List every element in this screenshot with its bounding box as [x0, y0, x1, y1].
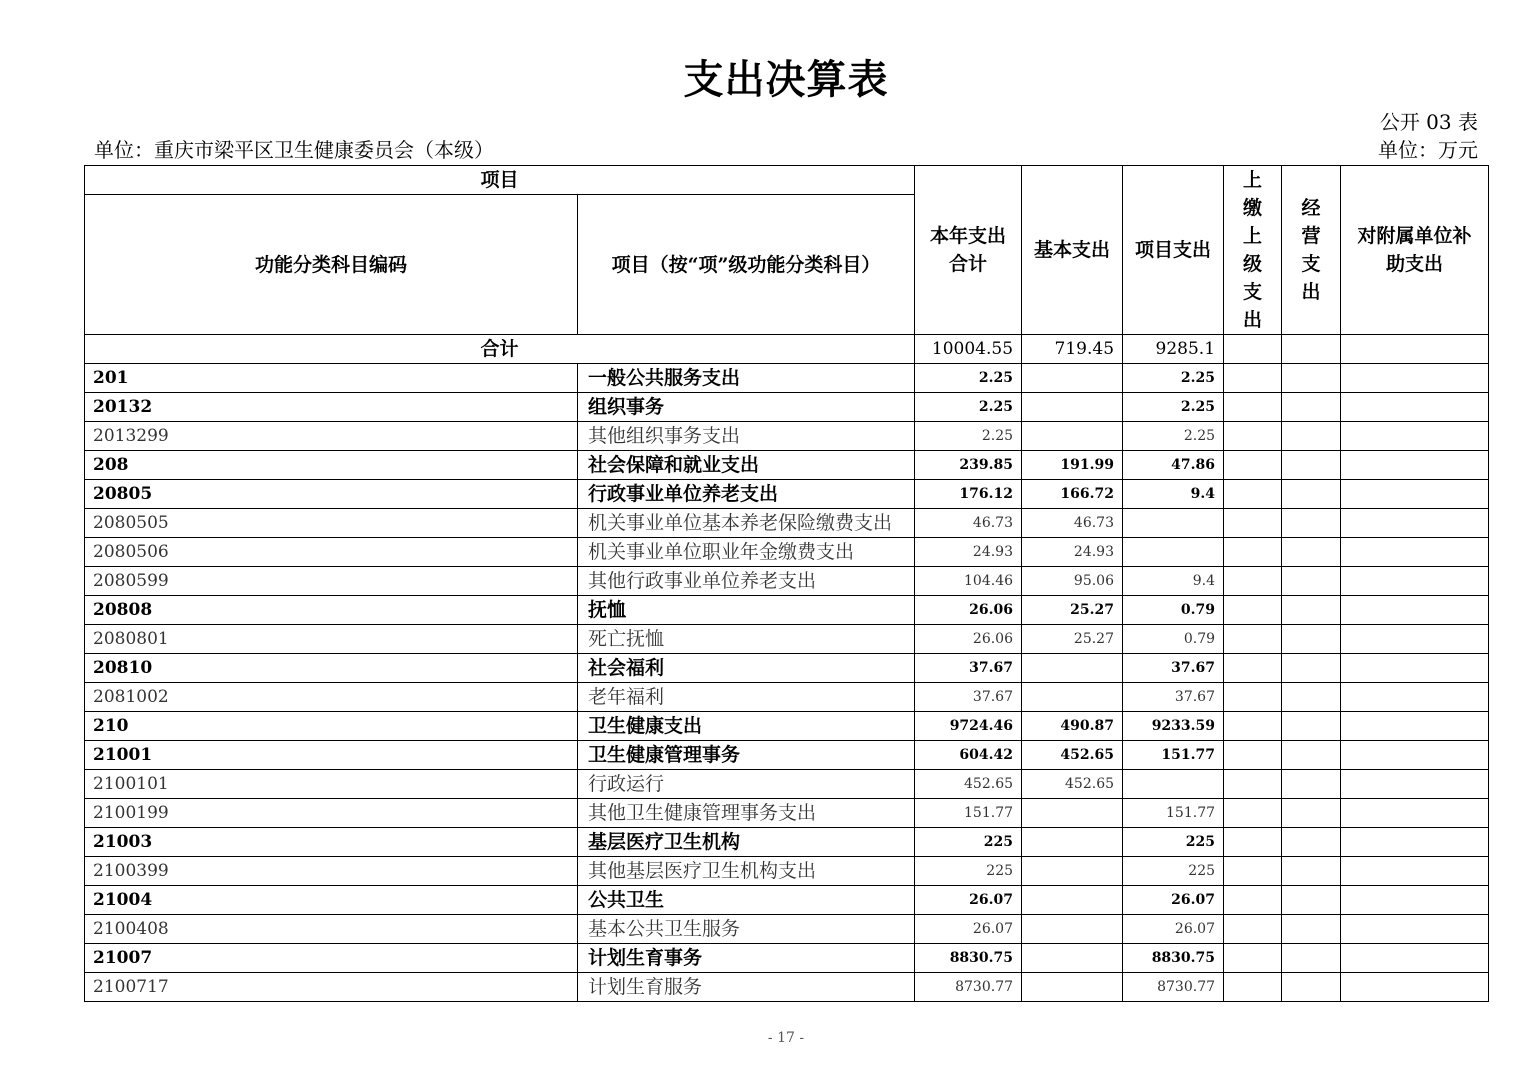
- cell-basic: 166.72: [1022, 480, 1123, 509]
- cell-code: 2100101: [85, 770, 578, 799]
- cell-project: 37.67: [1123, 654, 1224, 683]
- header-remit: [1224, 166, 1282, 335]
- cell-code: 2080599: [85, 567, 578, 596]
- cell-code: 21003: [85, 828, 578, 857]
- table-row: [85, 828, 1489, 857]
- cell-project: 225: [1123, 828, 1224, 857]
- cell-business: [1282, 799, 1341, 828]
- header-total: [915, 166, 1022, 335]
- cell-remit: [1224, 683, 1282, 712]
- cell-subsidy: [1341, 741, 1489, 770]
- header-subsidy: [1341, 166, 1489, 335]
- cell-remit: [1224, 422, 1282, 451]
- cell-project: 225: [1123, 857, 1224, 886]
- header-project: 项目支出: [1123, 166, 1224, 335]
- cell-total: 24.93: [915, 538, 1022, 567]
- table-row: [85, 596, 1489, 625]
- cell-business: [1282, 741, 1341, 770]
- cell-code: 2081002: [85, 683, 578, 712]
- cell-basic: [1022, 915, 1123, 944]
- cell-remit: [1224, 538, 1282, 567]
- cell-basic: [1022, 364, 1123, 393]
- cell-remit: [1224, 799, 1282, 828]
- cell-remit: [1224, 596, 1282, 625]
- cell-remit: [1224, 654, 1282, 683]
- cell-subsidy: [1341, 625, 1489, 654]
- cell-basic: 452.65: [1022, 770, 1123, 799]
- cell-remit: [1224, 480, 1282, 509]
- cell-project: 9.4: [1123, 480, 1224, 509]
- total-cell-project: 9285.1: [1123, 335, 1224, 364]
- cell-remit: [1224, 886, 1282, 915]
- cell-remit: [1224, 770, 1282, 799]
- cell-basic: 24.93: [1022, 538, 1123, 567]
- cell-project: 2.25: [1123, 422, 1224, 451]
- cell-name: 基本公共卫生服务: [578, 915, 915, 944]
- cell-basic: [1022, 393, 1123, 422]
- cell-business: [1282, 944, 1341, 973]
- cell-project: 2.25: [1123, 393, 1224, 422]
- cell-code: 210: [85, 712, 578, 741]
- cell-name: 卫生健康管理事务: [578, 741, 915, 770]
- cell-total: 604.42: [915, 741, 1022, 770]
- table-row: [85, 886, 1489, 915]
- table-row: [85, 741, 1489, 770]
- table-row: [85, 683, 1489, 712]
- cell-code: 21004: [85, 886, 578, 915]
- cell-total: 26.06: [915, 625, 1022, 654]
- cell-total: 176.12: [915, 480, 1022, 509]
- cell-subsidy: [1341, 422, 1489, 451]
- cell-code: 2100717: [85, 973, 578, 1002]
- cell-business: [1282, 973, 1341, 1002]
- cell-business: [1282, 480, 1341, 509]
- cell-name: 其他组织事务支出: [578, 422, 915, 451]
- cell-name: 组织事务: [578, 393, 915, 422]
- cell-subsidy: [1341, 770, 1489, 799]
- cell-remit: [1224, 393, 1282, 422]
- cell-total: 9724.46: [915, 712, 1022, 741]
- cell-project: 0.79: [1123, 596, 1224, 625]
- cell-remit: [1224, 944, 1282, 973]
- reporting-unit: 单位：重庆市梁平区卫生健康委员会（本级）: [94, 138, 494, 162]
- document-title: 支出决算表: [683, 56, 889, 103]
- header-basic: 基本支出: [1022, 166, 1123, 335]
- cell-business: [1282, 364, 1341, 393]
- table-row: [85, 480, 1489, 509]
- cell-total: 37.67: [915, 683, 1022, 712]
- cell-business: [1282, 625, 1341, 654]
- cell-code: 2080505: [85, 509, 578, 538]
- cell-project: 2.25: [1123, 364, 1224, 393]
- cell-code: 2100408: [85, 915, 578, 944]
- table-row: [85, 625, 1489, 654]
- cell-basic: [1022, 799, 1123, 828]
- page-number: - 17 -: [767, 1030, 805, 1046]
- cell-code: 2100399: [85, 857, 578, 886]
- table-row: [85, 915, 1489, 944]
- cell-code: 2080801: [85, 625, 578, 654]
- cell-basic: 490.87: [1022, 712, 1123, 741]
- table-row: [85, 799, 1489, 828]
- cell-code: 2100199: [85, 799, 578, 828]
- cell-project: 151.77: [1123, 741, 1224, 770]
- cell-subsidy: [1341, 683, 1489, 712]
- cell-name: 基层医疗卫生机构: [578, 828, 915, 857]
- cell-subsidy: [1341, 364, 1489, 393]
- form-number: 公开 03 表: [1379, 110, 1478, 134]
- cell-subsidy: [1341, 857, 1489, 886]
- cell-total: 225: [915, 857, 1022, 886]
- cell-business: [1282, 538, 1341, 567]
- cell-name: 计划生育服务: [578, 973, 915, 1002]
- cell-project: [1123, 770, 1224, 799]
- cell-subsidy: [1341, 973, 1489, 1002]
- cell-code: 21007: [85, 944, 578, 973]
- cell-name: 抚恤: [578, 596, 915, 625]
- table-row: [85, 654, 1489, 683]
- cell-project: 8730.77: [1123, 973, 1224, 1002]
- cell-project: 26.07: [1123, 915, 1224, 944]
- cell-code: 201: [85, 364, 578, 393]
- cell-name: 社会保障和就业支出: [578, 451, 915, 480]
- cell-subsidy: [1341, 944, 1489, 973]
- cell-name: 其他行政事业单位养老支出: [578, 567, 915, 596]
- header-business-label: 经营支出: [1301, 197, 1321, 303]
- cell-business: [1282, 770, 1341, 799]
- table-row: [85, 770, 1489, 799]
- cell-subsidy: [1341, 712, 1489, 741]
- cell-business: [1282, 915, 1341, 944]
- cell-basic: 95.06: [1022, 567, 1123, 596]
- cell-remit: [1224, 741, 1282, 770]
- cell-business: [1282, 509, 1341, 538]
- table-row: [85, 712, 1489, 741]
- cell-basic: [1022, 973, 1123, 1002]
- cell-business: [1282, 886, 1341, 915]
- cell-name: 其他卫生健康管理事务支出: [578, 799, 915, 828]
- cell-code: 208: [85, 451, 578, 480]
- cell-code: 21001: [85, 741, 578, 770]
- cell-project: [1123, 509, 1224, 538]
- total-cell-remit: [1224, 335, 1282, 364]
- cell-total: 452.65: [915, 770, 1022, 799]
- cell-basic: [1022, 886, 1123, 915]
- header-business: [1282, 166, 1341, 335]
- table-row: [85, 422, 1489, 451]
- table-row: [85, 567, 1489, 596]
- cell-subsidy: [1341, 480, 1489, 509]
- cell-code: 20805: [85, 480, 578, 509]
- table-row: [85, 973, 1489, 1002]
- cell-remit: [1224, 625, 1282, 654]
- cell-total: 151.77: [915, 799, 1022, 828]
- cell-remit: [1224, 915, 1282, 944]
- cell-subsidy: [1341, 654, 1489, 683]
- cell-basic: 25.27: [1022, 625, 1123, 654]
- total-cell-business: [1282, 335, 1341, 364]
- cell-name: 机关事业单位基本养老保险缴费支出: [578, 509, 915, 538]
- total-cell-subsidy: [1341, 335, 1489, 364]
- cell-total: 37.67: [915, 654, 1022, 683]
- cell-subsidy: [1341, 596, 1489, 625]
- cell-project: 8830.75: [1123, 944, 1224, 973]
- cell-project: 9.4: [1123, 567, 1224, 596]
- cell-subsidy: [1341, 799, 1489, 828]
- cell-subsidy: [1341, 567, 1489, 596]
- total-row: [85, 335, 1489, 364]
- cell-name: 计划生育事务: [578, 944, 915, 973]
- cell-project: [1123, 538, 1224, 567]
- cell-business: [1282, 596, 1341, 625]
- table-row: [85, 451, 1489, 480]
- cell-total: 26.07: [915, 915, 1022, 944]
- cell-subsidy: [1341, 393, 1489, 422]
- cell-basic: [1022, 422, 1123, 451]
- cell-total: 2.25: [915, 422, 1022, 451]
- cell-total: 8830.75: [915, 944, 1022, 973]
- cell-code: 2080506: [85, 538, 578, 567]
- cell-total: 104.46: [915, 567, 1022, 596]
- cell-business: [1282, 422, 1341, 451]
- table-body: [85, 335, 1489, 1002]
- cell-basic: [1022, 683, 1123, 712]
- cell-name: 行政运行: [578, 770, 915, 799]
- cell-total: 26.07: [915, 886, 1022, 915]
- cell-total: 2.25: [915, 393, 1022, 422]
- cell-code: 20132: [85, 393, 578, 422]
- cell-total: 46.73: [915, 509, 1022, 538]
- cell-subsidy: [1341, 509, 1489, 538]
- cell-name: 一般公共服务支出: [578, 364, 915, 393]
- cell-name: 社会福利: [578, 654, 915, 683]
- total-cell-total: 10004.55: [915, 335, 1022, 364]
- cell-subsidy: [1341, 886, 1489, 915]
- table-row: [85, 538, 1489, 567]
- cell-name: 老年福利: [578, 683, 915, 712]
- header-code: 功能分类科目编码: [85, 195, 578, 335]
- cell-code: 20808: [85, 596, 578, 625]
- cell-name: 其他基层医疗卫生机构支出: [578, 857, 915, 886]
- cell-total: 2.25: [915, 364, 1022, 393]
- cell-business: [1282, 451, 1341, 480]
- cell-total: 8730.77: [915, 973, 1022, 1002]
- cell-project: 151.77: [1123, 799, 1224, 828]
- cell-project: 0.79: [1123, 625, 1224, 654]
- header-name: 项目（按“项”级功能分类科目）: [578, 195, 915, 335]
- cell-subsidy: [1341, 915, 1489, 944]
- table-row: [85, 857, 1489, 886]
- cell-name: 机关事业单位职业年金缴费支出: [578, 538, 915, 567]
- cell-remit: [1224, 828, 1282, 857]
- cell-project: 9233.59: [1123, 712, 1224, 741]
- cell-remit: [1224, 451, 1282, 480]
- table-row: [85, 509, 1489, 538]
- cell-project: 26.07: [1123, 886, 1224, 915]
- total-label: 合计: [85, 335, 915, 364]
- cell-basic: 452.65: [1022, 741, 1123, 770]
- cell-basic: 46.73: [1022, 509, 1123, 538]
- cell-business: [1282, 654, 1341, 683]
- cell-business: [1282, 683, 1341, 712]
- cell-total: 26.06: [915, 596, 1022, 625]
- header-total-label: 本年支出合计: [930, 225, 1007, 275]
- cell-basic: 25.27: [1022, 596, 1123, 625]
- total-cell-basic: 719.45: [1022, 335, 1123, 364]
- cell-name: 公共卫生: [578, 886, 915, 915]
- cell-project: 37.67: [1123, 683, 1224, 712]
- expenditure-table: [84, 165, 1489, 1002]
- cell-remit: [1224, 973, 1282, 1002]
- cell-business: [1282, 567, 1341, 596]
- cell-project: 47.86: [1123, 451, 1224, 480]
- cell-basic: [1022, 857, 1123, 886]
- table-header: [85, 166, 1489, 335]
- cell-business: [1282, 712, 1341, 741]
- cell-basic: [1022, 654, 1123, 683]
- cell-remit: [1224, 364, 1282, 393]
- table-row: [85, 944, 1489, 973]
- cell-subsidy: [1341, 538, 1489, 567]
- currency-unit: 单位：万元: [1378, 138, 1478, 162]
- cell-name: 卫生健康支出: [578, 712, 915, 741]
- header-subsidy-label: 对附属单位补助支出: [1357, 225, 1472, 275]
- cell-business: [1282, 828, 1341, 857]
- header-remit-label: 上缴上级支出: [1243, 169, 1263, 331]
- cell-total: 239.85: [915, 451, 1022, 480]
- cell-code: 20810: [85, 654, 578, 683]
- cell-remit: [1224, 712, 1282, 741]
- cell-business: [1282, 857, 1341, 886]
- cell-basic: [1022, 944, 1123, 973]
- cell-business: [1282, 393, 1341, 422]
- cell-basic: [1022, 828, 1123, 857]
- cell-subsidy: [1341, 451, 1489, 480]
- header-group-item: 项目: [85, 166, 915, 195]
- table-row: [85, 364, 1489, 393]
- cell-basic: 191.99: [1022, 451, 1123, 480]
- cell-remit: [1224, 857, 1282, 886]
- cell-subsidy: [1341, 828, 1489, 857]
- cell-name: 死亡抚恤: [578, 625, 915, 654]
- cell-total: 225: [915, 828, 1022, 857]
- header-row-1: [85, 166, 1489, 195]
- cell-remit: [1224, 567, 1282, 596]
- cell-name: 行政事业单位养老支出: [578, 480, 915, 509]
- cell-code: 2013299: [85, 422, 578, 451]
- cell-remit: [1224, 509, 1282, 538]
- table-row: [85, 393, 1489, 422]
